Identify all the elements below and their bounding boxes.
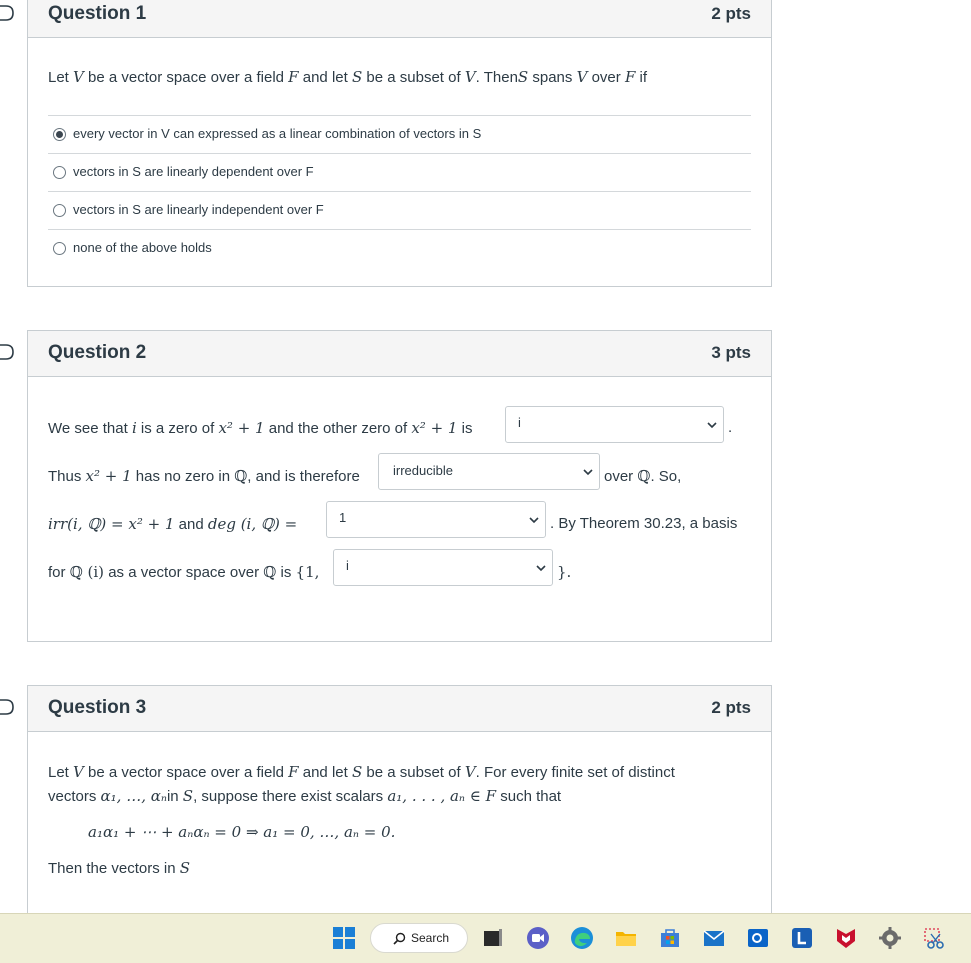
windows-start-icon[interactable] — [332, 926, 356, 950]
answer-option-2[interactable] — [48, 153, 751, 192]
q2-set-close: }. — [557, 563, 572, 581]
question-header — [28, 0, 771, 38]
q2-line-3-end: . By Theorem 30.23, a basis — [550, 515, 738, 532]
dropdown-basis-element[interactable]: i — [333, 549, 553, 586]
question-header — [28, 686, 771, 732]
dropdown-reducibility[interactable]: irreducible — [378, 453, 600, 490]
q2-line-2-end: over ℚ. So, — [604, 467, 682, 485]
q2-line-1: We see that i is a zero of x² + 1 and the other zero of x² + 1 is — [48, 419, 473, 437]
answer-label: every vector in V can expressed as a linear combination of vectors in S — [73, 126, 482, 141]
q2-line-3: irr(i, ℚ) = x² + 1 and deg (i, ℚ) = — [48, 515, 298, 533]
mail-icon[interactable] — [702, 926, 726, 950]
answer-option-3[interactable] — [48, 191, 751, 230]
radio-button[interactable] — [53, 242, 66, 255]
question-title: Question 1 — [48, 3, 147, 24]
answer-label: vectors in S are linearly independent over F — [73, 202, 324, 217]
question-title: Question 3 — [48, 697, 147, 718]
edge-icon[interactable] — [570, 926, 594, 950]
search-label: Search — [411, 931, 450, 945]
file-explorer-icon[interactable] — [614, 926, 638, 950]
settings-icon[interactable] — [878, 926, 902, 950]
lexicon-icon[interactable] — [790, 926, 814, 950]
answer-option-4[interactable] — [48, 229, 751, 268]
q2-line-4: for ℚ (i) as a vector space over ℚ is {1, — [48, 563, 320, 581]
taskbar — [0, 913, 971, 963]
question-points: 2 pts — [711, 4, 751, 23]
q2-period: . — [728, 419, 733, 436]
mcafee-icon[interactable] — [834, 926, 858, 950]
flag-question-icon[interactable] — [0, 5, 16, 21]
answer-label: vectors in S are linearly dependent over F — [73, 164, 314, 179]
chevron-down-icon — [707, 420, 717, 430]
taskbar-search[interactable] — [370, 923, 468, 953]
q3-line-2: vectors α₁, …, αₙin S, suppose there exist scalars a₁, . . . , aₙ ∈ F such that — [48, 787, 562, 805]
question-card-3 — [27, 685, 772, 925]
outlook-icon[interactable] — [746, 926, 770, 950]
flag-question-icon[interactable] — [0, 699, 16, 715]
flag-question-icon[interactable] — [0, 344, 16, 360]
question-prompt: Let V be a vector space over a field F and let S be a subset of V. ThenS spans V over F if — [48, 68, 648, 86]
video-call-icon[interactable] — [526, 926, 550, 950]
radio-button[interactable] — [53, 166, 66, 179]
chevron-down-icon — [529, 515, 539, 525]
store-icon[interactable] — [658, 926, 682, 950]
chevron-down-icon — [536, 563, 546, 573]
q3-line-1: Let V be a vector space over a field F and let S be a subset of V. For every finite set of distinct — [48, 763, 675, 781]
q2-line-2: Thus x² + 1 has no zero in ℚ, and is therefore — [48, 467, 360, 485]
question-header — [28, 331, 771, 377]
answer-option-1[interactable] — [48, 115, 751, 154]
answer-label: none of the above holds — [73, 240, 212, 255]
chevron-down-icon — [583, 467, 593, 477]
snipping-tool-icon[interactable] — [922, 926, 946, 950]
q3-line-3: Then the vectors in S — [48, 859, 191, 877]
radio-button-selected[interactable] — [53, 128, 66, 141]
dropdown-other-zero[interactable]: i — [505, 406, 724, 443]
question-title: Question 2 — [48, 342, 147, 363]
question-card-2 — [27, 330, 772, 642]
question-points: 2 pts — [711, 698, 751, 717]
q3-equation: a₁α₁ + ⋯ + aₙαₙ = 0 ⇒ a₁ = 0, …, aₙ = 0. — [88, 823, 396, 841]
task-view-icon[interactable] — [481, 926, 505, 950]
dropdown-degree[interactable]: 1 — [326, 501, 546, 538]
question-points: 3 pts — [711, 343, 751, 362]
radio-button[interactable] — [53, 204, 66, 217]
search-icon — [393, 932, 406, 945]
question-card-1 — [27, 0, 772, 287]
